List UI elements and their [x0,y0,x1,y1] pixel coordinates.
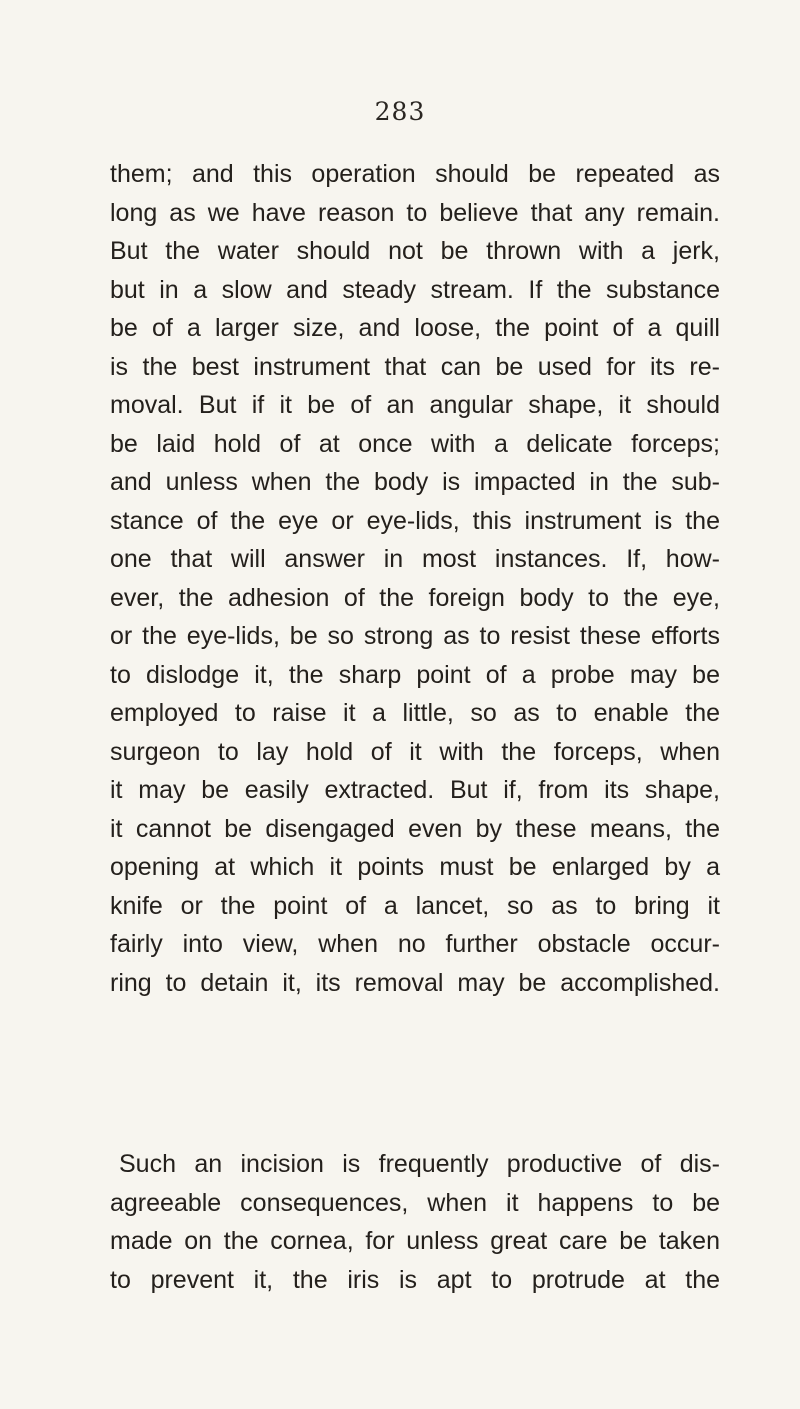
text-line: stance of the eye or eye-lids, this instrument is the [110,506,720,535]
text-line: fairly into view, when no further obstacle occur- [110,930,720,958]
text-line: to prevent it, the iris is apt to protrude at the [110,1265,720,1294]
text-line: one that will answer in most instances. If, how- [110,545,720,573]
paragraph-1 [110,155,720,1002]
text-line: but in a slow and steady stream. If the substance [110,275,720,304]
text-line: knife or the point of a lancet, so as to bring it [110,891,720,920]
text-line: it may be easily extracted. But if, from its shape, [110,776,720,804]
text-line: or the eye-lids, be so strong as to resist these efforts [110,622,720,650]
text-line: moval. But if it be of an angular shape, it should [110,391,720,419]
paragraph-2 [110,1145,720,1299]
text-line: employed to raise it a little, so as to enable the [110,699,720,727]
text-line: ever, the adhesion of the foreign body to the eye, [110,583,720,612]
text-line: and unless when the body is impacted in the sub- [110,468,720,496]
text-line: agreeable consequences, when it happens to be [110,1188,720,1217]
text-line: is the best instrument that can be used for its re- [110,352,720,381]
text-line: be of a larger size, and loose, the point of a quill [110,314,720,342]
text-line: be laid hold of at once with a delicate forceps; [110,429,720,458]
text-line: Such an incision is frequently productive of dis- [119,1150,720,1178]
text-line: surgeon to lay hold of it with the forceps, when [110,737,720,766]
text-line: But the water should not be thrown with a jerk, [110,237,720,265]
text-line: opening at which it points must be enlarged by a [110,853,720,881]
text-line: to dislodge it, the sharp point of a probe may be [110,660,720,689]
text-line: them; and this operation should be repeated as [110,160,720,188]
page-number: 283 [374,97,426,126]
text-line: it cannot be disengaged even by these means, the [110,814,720,843]
text-line: long as we have reason to believe that any remain. [110,198,720,227]
text-line: made on the cornea, for unless great care be taken [110,1227,720,1255]
text-line: ring to detain it, its removal may be accomplished. [110,968,720,997]
